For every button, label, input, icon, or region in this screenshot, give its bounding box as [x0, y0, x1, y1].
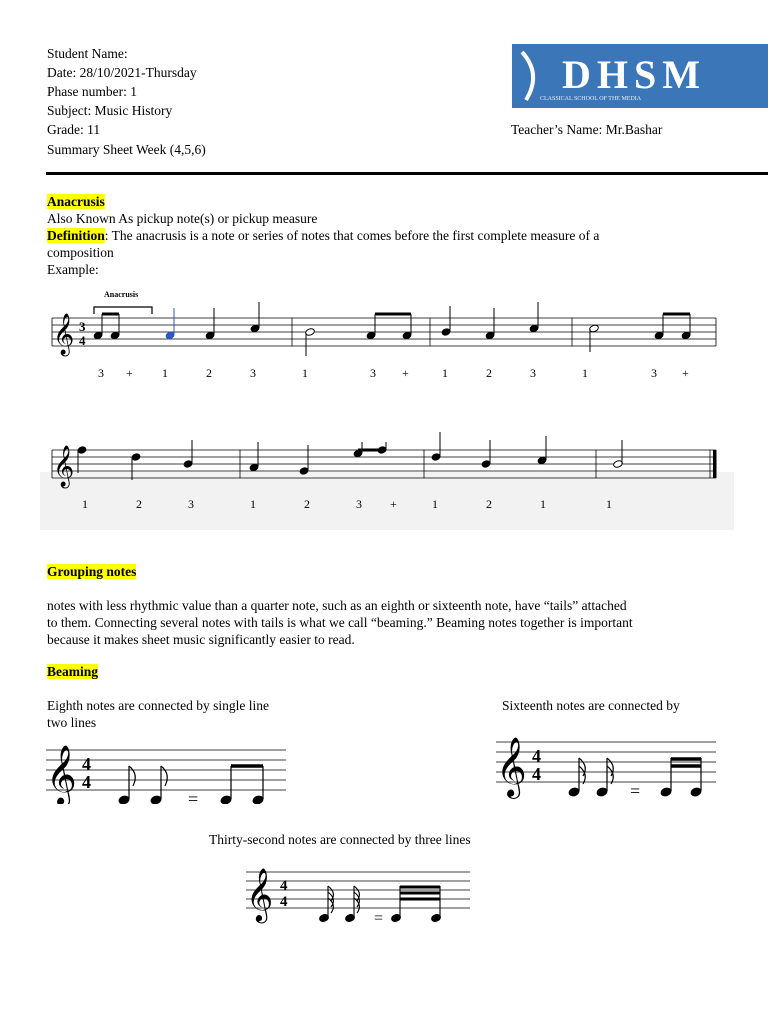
count: 1 [582, 366, 588, 380]
count: + [390, 497, 397, 511]
treble-clef-icon: 𝄞 [53, 446, 75, 486]
eighth-text: Eighth notes are connected by single line [47, 698, 269, 713]
count: 2 [136, 497, 142, 511]
time-sig-top: 4 [82, 754, 91, 774]
summary-sheet: Summary Sheet Week (4,5,6) [47, 142, 206, 157]
thirty-second-text: Thirty-second notes are connected by three lines [209, 832, 471, 847]
anacrusis-bracket-label: Anacrusis [104, 290, 139, 299]
grouping-para-2: to them. Connecting several notes with tails is what we call “beaming.” Beaming notes together is important [47, 615, 633, 630]
count: 2 [486, 497, 492, 511]
treble-clef-icon: 𝄞 [53, 314, 75, 354]
subject: Subject: Music History [47, 103, 173, 118]
beaming-heading: Beaming [47, 664, 99, 679]
phase-number: Phase number: 1 [47, 84, 137, 99]
equals-sign: = [374, 910, 384, 927]
time-sig-bottom: 4 [532, 764, 541, 784]
count: 2 [206, 366, 212, 380]
header-divider [46, 172, 768, 175]
count: 2 [304, 497, 310, 511]
time-sig-top: 3 [79, 319, 86, 334]
definition-text: : The anacrusis is a note or series of notes that comes before the first complete measure of a [104, 228, 600, 243]
treble-clef-icon: 𝄞 [496, 739, 527, 796]
time-sig-top: 4 [280, 878, 288, 894]
grouping-heading: Grouping notes [47, 564, 137, 579]
example-label: Example: [47, 262, 99, 277]
count: 3 [98, 366, 104, 380]
sixteenth-text: Sixteenth notes are connected by [502, 698, 680, 713]
equals-sign: = [630, 781, 641, 801]
equals-sign: = [188, 789, 199, 804]
count: + [402, 366, 409, 380]
student-name: Student Name: [47, 46, 128, 61]
count: 1 [442, 366, 448, 380]
time-sig-bottom: 4 [82, 772, 91, 792]
school-logo [512, 44, 768, 108]
count: 3 [651, 366, 657, 380]
count: 1 [302, 366, 308, 380]
treble-clef-icon: 𝄞 [246, 869, 274, 920]
time-sig-bottom: 4 [280, 894, 288, 910]
count: 1 [250, 497, 256, 511]
time-sig-top: 4 [532, 746, 541, 766]
anacrusis-heading: Anacrusis [47, 194, 105, 209]
count: 2 [486, 366, 492, 380]
thirty-second-notes-example [244, 860, 472, 930]
time-sig-bottom: 4 [79, 333, 86, 348]
logo-letters: DHSM [562, 52, 706, 97]
teacher-name: Teacher’s Name: Mr.Bashar [511, 122, 663, 137]
count: 3 [356, 497, 362, 511]
two-lines-text: two lines [47, 715, 97, 730]
grouping-para-3: because it makes sheet music significantly easier to read. [47, 632, 355, 647]
logo-subtitle: CLASSICAL SCHOOL OF THE MEDIA [540, 96, 642, 102]
count: 1 [540, 497, 546, 511]
date: Date: 28/10/2021-Thursday [47, 65, 197, 80]
count: 1 [606, 497, 612, 511]
count: 3 [250, 366, 256, 380]
count: 3 [188, 497, 194, 511]
anacrusis-aka: Also Known As pickup note(s) or pickup measure [47, 211, 318, 226]
count: 1 [82, 497, 88, 511]
count: 1 [162, 366, 168, 380]
sixteenth-notes-example [494, 724, 718, 802]
grade: Grade: 11 [47, 122, 101, 137]
definition-label: Definition [47, 228, 105, 243]
count: + [682, 366, 689, 380]
count: + [126, 366, 133, 380]
count: 3 [370, 366, 376, 380]
grouping-para-1: notes with less rhythmic value than a quarter note, such as an eighth or sixteenth note, have “tails” attached [47, 598, 627, 613]
count: 3 [530, 366, 536, 380]
anacrusis-score [40, 282, 734, 532]
treble-clef-icon: 𝄞 [46, 747, 77, 804]
definition-text-cont: composition [47, 245, 114, 260]
eighth-notes-example [44, 730, 288, 804]
count: 1 [432, 497, 438, 511]
